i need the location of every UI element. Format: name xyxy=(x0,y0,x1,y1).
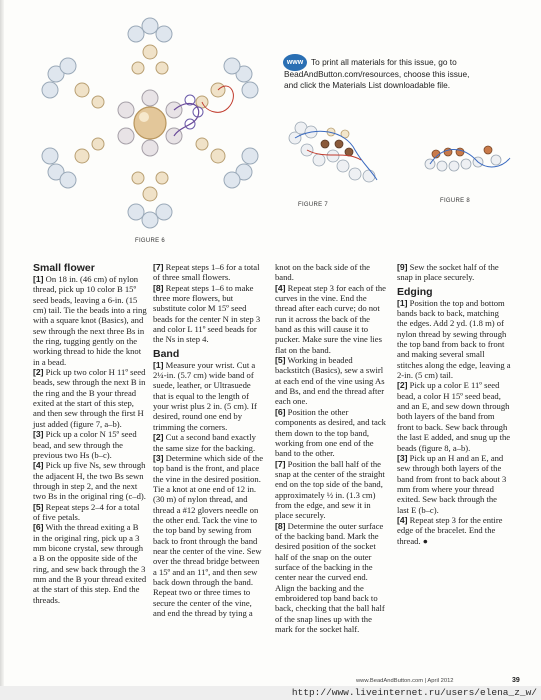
step-2 xyxy=(33,367,147,429)
band-step-6-number: [6] xyxy=(275,406,286,417)
figure-8-caption: FIGURE 8 xyxy=(440,198,471,204)
edging-step-2-text: Pick up a color E 11º seed bead, a color H 15º seed bead, and an E, and sew down through both layers of the band from front to back. Sew back through the last E added, and snug up the beads (figure 8, a–b). xyxy=(397,380,511,453)
band-step-3-cont: knot on the back side of the band. xyxy=(275,262,370,283)
step-3-text: Pick up a color N 15º seed bead, and sew through the previous two Hs (b–c). xyxy=(33,429,137,460)
step-7 xyxy=(153,262,265,283)
band-step-8-number: [8] xyxy=(275,520,286,531)
band-step-7 xyxy=(275,459,387,521)
column-2 xyxy=(153,262,265,618)
figure-7-illustration xyxy=(285,120,385,200)
figure-8-illustration xyxy=(422,140,522,185)
band-step-1 xyxy=(153,360,265,432)
edging-step-1-text: Position the top and bottom bands back to back, matching the edges. Add 2 yd. (1.8 m) of nylon thread by sewing through the top band from back to front and making several small stitches along the edge, leaving a 2-in. (5 cm) tail. xyxy=(397,297,511,381)
edging-step-2-number: [2] xyxy=(397,380,408,391)
band-step-3-text: Determine which side of the top band is the front, and place the vine in the desired position. Tie a knot at one end of 12 in. (30 m) of nylon thread, and thread a #12 glovers needle on the other end. Tack the vine to the top band by sewing from back to front through the band near the center of the vine. Sew over the thread bridge between a 15º and an 11º, and then sew back down through the band. Repeat two or three times to secure the center of the vine, and end the thread by tying a xyxy=(153,452,264,618)
figure-7-caption: FIGURE 7 xyxy=(298,202,329,208)
edging-step-1 xyxy=(397,298,511,381)
step-6-number: [6] xyxy=(33,522,44,533)
band-step-8-text: Determine the outer surface of the backing band. Mark the desired position of the socket half of the snap on the outer surface of the backing in the center near the curved end. Align the backing and the embroidered top band back to back, checking that the ball half of the snap lines up with the mark for the socket half. xyxy=(275,520,385,635)
step-8 xyxy=(153,283,265,345)
step-4 xyxy=(33,460,147,501)
edging-step-3-text: Pick up an H and an E, and sew through both layers of the band from front to back about 3 mm from where your thread exited. Sew back through the last E (b–c). xyxy=(397,452,507,515)
step-5-number: [5] xyxy=(33,501,44,512)
band-step-4-number: [4] xyxy=(275,282,286,293)
web-note xyxy=(284,57,524,92)
band-step-9-text: Sew the socket half of the snap in place securely. xyxy=(397,262,499,283)
band-step-4 xyxy=(275,283,387,355)
column-4 xyxy=(397,262,511,546)
step-8-text: Repeat steps 1–6 to make three more flowers, but substitute color M 15º seed beads for the center N in step 3 and color L 11º seed beads for the Ns in step 4. xyxy=(153,282,261,345)
band-step-1-number: [1] xyxy=(153,359,164,370)
page-binding-edge xyxy=(0,0,4,700)
edging-step-4-number: [4] xyxy=(397,514,408,525)
step-6 xyxy=(33,522,147,605)
web-note-line-1: To print all materials for this issue, go to xyxy=(311,57,457,67)
band-step-2-number: [2] xyxy=(153,432,164,443)
step-3 xyxy=(33,429,147,460)
heading-small-flower: Small flower xyxy=(33,262,95,274)
band-step-4-text: Repeat step 3 for each of the curves in the vine. End the thread after each curve; do not run it across the back of the band as this will cause it to pucker. Make sure the vine lies flat on the band. xyxy=(275,282,386,355)
step-3-number: [3] xyxy=(33,429,44,440)
edging-step-4 xyxy=(397,515,511,546)
step-5-text: Repeat steps 2–4 for a total of five petals. xyxy=(33,501,140,522)
band-step-7-text: Position the ball half of the snap at the center of the straight end on the top side of the band, approximately ½ in. (1.3 cm) from the edge, and sew it in place securely. xyxy=(275,458,385,521)
step-2-text: Pick up two color H 11º seed beads, sew through the next B in the ring and the B your thread exited at the start of this step, and then sew through the first H just added (figure 7, a–b). xyxy=(33,367,146,429)
watermark-bar xyxy=(0,686,541,700)
web-note-line-2: BeadAndButton.com/resources, choose this issue, xyxy=(284,68,470,79)
band-step-8 xyxy=(275,521,387,635)
step-1 xyxy=(33,274,147,367)
column-1 xyxy=(33,262,147,605)
web-note-line-3: and click the Materials List downloadable file. xyxy=(284,80,451,90)
band-step-5 xyxy=(275,355,387,407)
page-number: 39 xyxy=(512,677,520,684)
band-step-3 xyxy=(153,453,265,619)
step-7-number: [7] xyxy=(153,262,164,272)
edging-step-2 xyxy=(397,380,511,452)
step-8-number: [8] xyxy=(153,282,164,293)
www-icon: www xyxy=(283,54,307,71)
edging-step-3-number: [3] xyxy=(397,452,408,463)
step-2-number: [2] xyxy=(33,367,44,378)
band-step-6-text: Position the other components as desired, and tack them down to the top band, working from one end of the band to the other. xyxy=(275,406,386,459)
band-step-2 xyxy=(153,432,265,453)
step-5 xyxy=(33,502,147,523)
edging-step-3 xyxy=(397,453,511,515)
edging-step-1-number: [1] xyxy=(397,297,408,308)
step-1-number: [1] xyxy=(33,274,44,284)
band-step-9-number: [9] xyxy=(397,262,408,272)
band-step-6 xyxy=(275,407,387,459)
step-4-text: Pick up five Ns, sew through the adjacent H, the two Bs sewn through in step 2, and the next two Bs in the original ring (c–d). xyxy=(33,460,146,502)
step-4-number: [4] xyxy=(33,460,44,471)
page-footer: www.BeadAndButton.com | April 2012 xyxy=(356,678,454,684)
band-step-5-number: [5] xyxy=(275,355,286,366)
edging-step-4-text: Repeat step 3 for the entire edge of the bracelet. End the thread. ● xyxy=(397,514,503,546)
band-step-3-number: [3] xyxy=(153,452,164,463)
figure-6-illustration xyxy=(30,12,270,234)
heading-edging: Edging xyxy=(397,285,433,298)
figure-6-caption: FIGURE 6 xyxy=(135,238,166,244)
heading-band: Band xyxy=(153,347,180,360)
watermark-url: http://www.liveinternet.ru/users/elena_z_w/ xyxy=(291,687,537,698)
band-step-7-number: [7] xyxy=(275,458,286,469)
flower-diagram xyxy=(42,18,258,228)
step-1-text: On 18 in. (46 cm) of nylon thread, pick up 10 color B 15º seed beads, leaving a 6-in. (15 cm) tail. Tie the beads into a ring with a square knot (Basics), and sew through the next three Bs in the ring, tugging gently on the working thread to hide the knot in a bead. xyxy=(33,274,147,367)
band-step-5-text: Working in beaded backstitch (Basics), sew a swirl at each end of the vine using As and Bs, and end the thread after each one. xyxy=(275,355,385,407)
band-step-1-text: Measure your wrist. Cut a 2¼-in. (5.7 cm) wide band of suede, leather, or Ultrasuede that is equal to the length of your wrist plus 2 in. (5 cm). If desired, round one end by trimming the corners. xyxy=(153,359,257,432)
band-step-9 xyxy=(397,262,511,283)
column-3 xyxy=(275,262,387,634)
band-step-2-text: Cut a second band exactly the same size for the backing. xyxy=(153,432,256,453)
step-6-text: With the thread exiting a B in the original ring, pick up a 3 mm bicone crystal, sew through a B on the opposite side of the ring, and sew back through the 3 mm and the B your thread exited at the start of this step. End the threads. xyxy=(33,522,147,605)
step-7-text: Repeat steps 1–6 for a total of three small flowers. xyxy=(153,262,260,283)
